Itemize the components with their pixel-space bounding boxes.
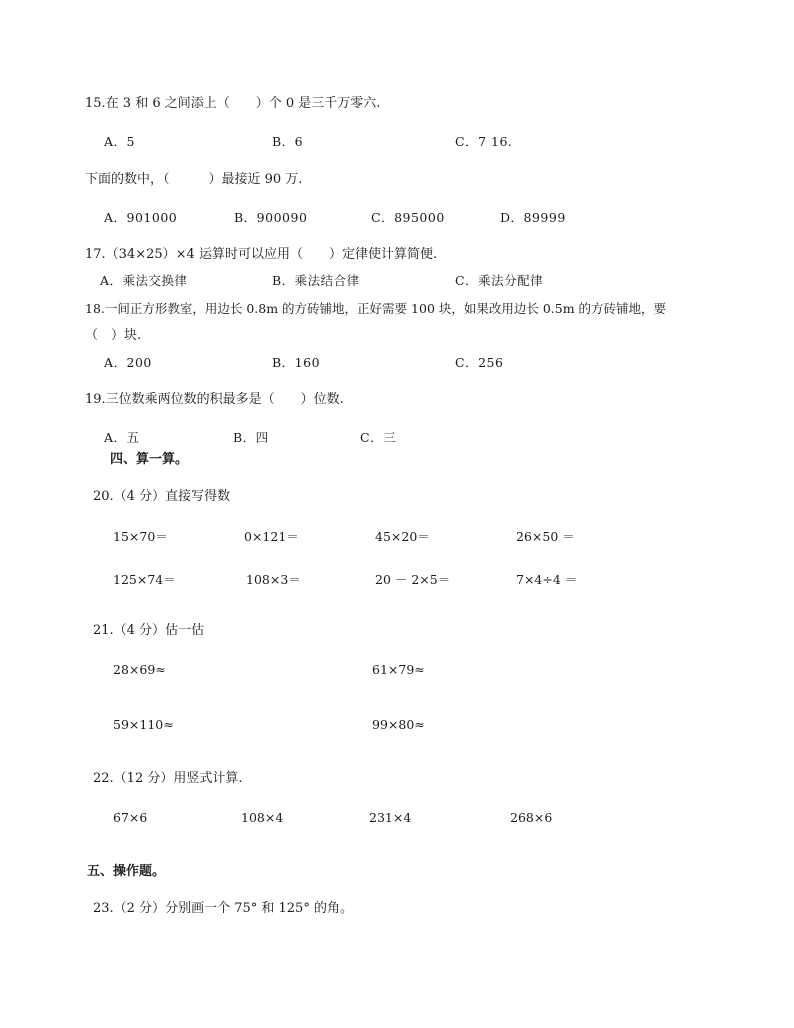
estimate-item: 28×69≈ xyxy=(113,662,166,677)
question-18-text-line2: （ ）块. xyxy=(85,328,142,343)
calc-item: 45×20＝ xyxy=(375,529,430,544)
section-4-title: 四、算一算。 xyxy=(110,452,189,467)
calc-item: 26×50 ＝ xyxy=(516,529,575,544)
question-18-option-a: A．200 xyxy=(104,355,152,370)
calc-item: 108×3＝ xyxy=(246,572,301,587)
estimate-item: 59×110≈ xyxy=(113,717,174,732)
question-18-text-line1: 18.一间正方形教室，用边长 0.8m 的方砖铺地，正好需要 100 块，如果改用边长 0.5m 的方砖铺地，要 xyxy=(85,301,667,316)
question-16-option-d: D．89999 xyxy=(500,210,566,225)
vertical-calc-item: 108×4 xyxy=(241,810,284,825)
calc-item: 125×74＝ xyxy=(113,572,176,587)
question-15-option-b: B．6 xyxy=(272,134,304,149)
question-23-text: 23.（2 分）分别画一个 75° 和 125° 的角。 xyxy=(93,901,353,916)
question-19-option-a: A．五 xyxy=(104,430,140,445)
section-5-title: 五、操作题。 xyxy=(87,864,166,879)
question-17-option-b: B．乘法结合律 xyxy=(272,273,360,288)
question-16-option-b: B．900090 xyxy=(234,210,308,225)
estimate-item: 61×79≈ xyxy=(372,662,425,677)
question-17-text: 17.（34×25）×4 运算时可以应用（ ）定律使计算简便. xyxy=(85,247,438,262)
question-15-option-a: A．5 xyxy=(104,134,135,149)
question-19-option-b: B．四 xyxy=(233,430,269,445)
calc-item: 7×4÷4 ＝ xyxy=(516,572,578,587)
vertical-calc-item: 231×4 xyxy=(369,810,412,825)
calc-item: 0×121＝ xyxy=(244,529,299,544)
question-16-option-a: A．901000 xyxy=(104,210,178,225)
question-18-option-b: B．160 xyxy=(272,355,321,370)
estimate-item: 99×80≈ xyxy=(372,717,425,732)
question-21-text: 21.（4 分）估一估 xyxy=(93,623,205,638)
question-16-text: 下面的数中，（ ）最接近 90 万. xyxy=(85,172,303,187)
question-18-option-c: C．256 xyxy=(455,355,504,370)
question-15-option-c: C．7 16. xyxy=(455,134,513,149)
question-15-text: 15.在 3 和 6 之间添上（ ）个 0 是三千万零六. xyxy=(85,96,381,111)
question-17-option-c: C．乘法分配律 xyxy=(455,273,544,288)
question-19-text: 19.三位数乘两位数的积最多是（ ）位数. xyxy=(85,392,344,407)
question-22-text: 22.（12 分）用竖式计算. xyxy=(93,771,243,786)
calc-item: 20 － 2×5＝ xyxy=(375,572,451,587)
calc-item: 15×70＝ xyxy=(113,529,168,544)
question-20-text: 20.（4 分）直接写得数 xyxy=(93,489,231,504)
vertical-calc-item: 268×6 xyxy=(510,810,553,825)
vertical-calc-item: 67×6 xyxy=(113,810,148,825)
question-17-option-a: A．乘法交换律 xyxy=(100,273,188,288)
question-16-option-c: C．895000 xyxy=(371,210,445,225)
question-19-option-c: C．三 xyxy=(360,430,397,445)
